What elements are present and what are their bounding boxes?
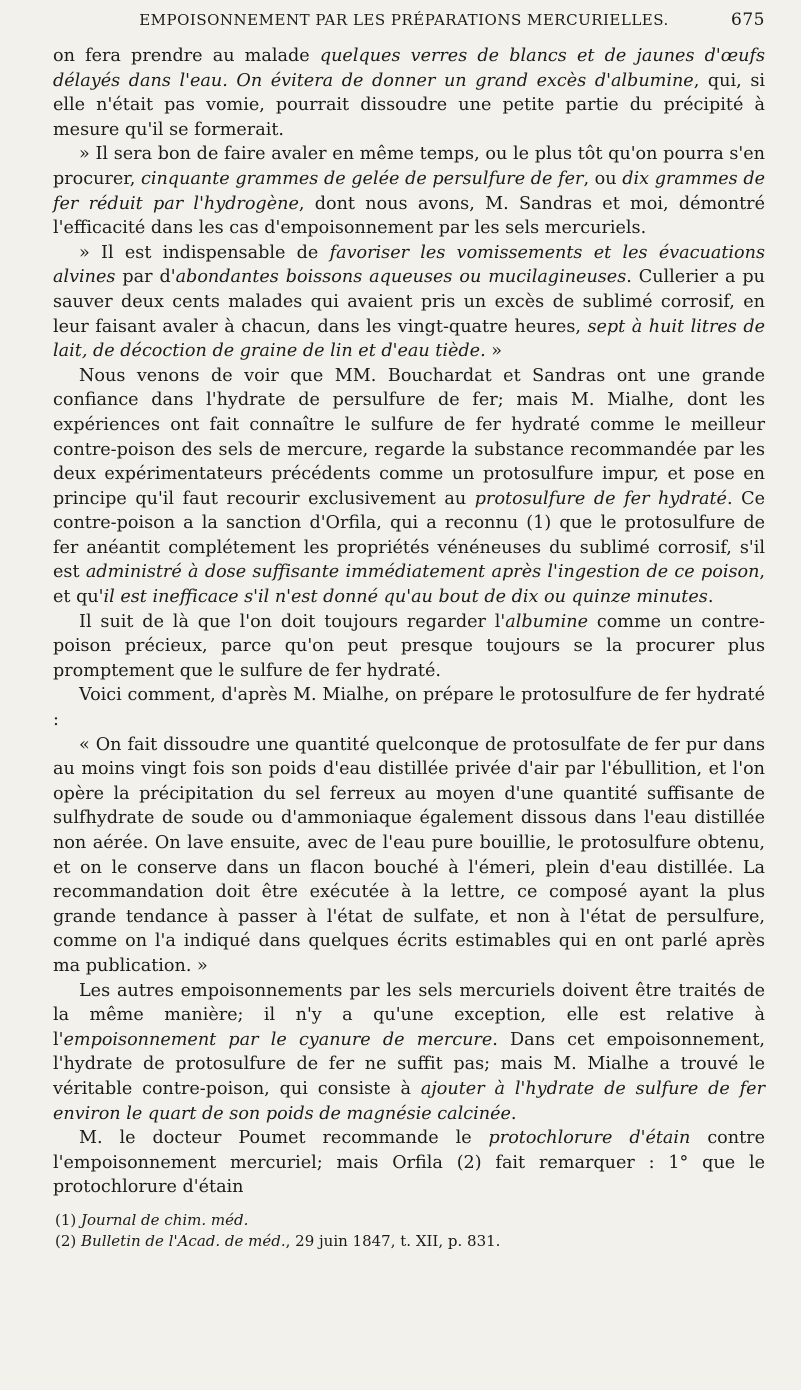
page-number: 675: [731, 10, 765, 30]
paragraph: Les autres empoisonnements par les sels mercuriels doivent être traités de la même manière; il n'y a qu'une exception, elle est relative à l'empoisonnement par le cyanure de mercure. Dans cet empoisonnement, l'hydrate de protosulfure de fer ne suffit pas; mais M. Mialhe a trouvé le véritable contre-poison, qui consiste à ajouter à l'hydrate de sulfure de fer environ le quart de son poids de magnésie calcinée.: [53, 980, 766, 1124]
running-title: EMPOISONNEMENT PAR LES PRÉPARATIONS MERCURIELLES.: [139, 11, 669, 29]
body-text: [53, 44, 765, 1200]
running-head: [53, 10, 765, 44]
paragraph: M. le docteur Poumet recommande le protochlorure d'étain contre l'empoisonnement mercuriel; mais Orfila (2) fait remarquer : 1° que le protochlorure d'étain: [53, 1128, 765, 1198]
paragraph: Il suit de là que l'on doit toujours regarder l'albumine comme un contre-poison précieux, parce qu'on peut presque toujours se la procurer plus promptement que le sulfure de fer hydraté.: [53, 611, 766, 681]
footnote-1: (1) Journal de chim. méd.: [55, 1210, 249, 1229]
paragraph: on fera prendre au malade quelques verres de blancs et de jaunes d'œufs délayés dans l'eau. On évitera de donner un grand excès d'albumine, qui, si elle n'était pas vomie, pourrait dissoudre une petite partie du précipité à mesure qu'il se formerait.: [53, 46, 766, 140]
paragraph: Voici comment, d'après M. Mialhe, on prépare le protosulfure de fer hydraté :: [53, 685, 765, 731]
footnote-2: (2) Bulletin de l'Acad. de méd., 29 juin 1847, t. XII, p. 831.: [55, 1231, 501, 1250]
paragraph-quote: « On fait dissoudre une quantité quelconque de protosulfate de fer pur dans au moins vingt fois son poids d'eau distillée privée d'air par l'ébullition, et l'on opère la précipitation du sel ferreux au moyen d'une quantité suffisante de sulfhydrate de soude ou d'ammoniaque également dissous dans l'eau distillée non aérée. On lave ensuite, avec de l'eau pure bouillie, le protosulfure obtenu, et on le conserve dans un flacon bouché à l'émeri, plein d'eau distillée. La recommandation doit être exécutée à la lettre, ce composé ayant la plus grande tendance à passer à l'état de sulfate, et non à l'état de persulfure, comme on l'a indiqué dans quelques écrits estimables qui en ont parlé après ma publication. »: [53, 734, 765, 976]
footnotes: [53, 1210, 765, 1252]
paragraph: Nous venons de voir que MM. Bouchardat et Sandras ont une grande confiance dans l'hydrate de persulfure de fer; mais M. Mialhe, dont les expériences ont fait connaître le sulfure de fer hydraté comme le meilleur contre-poison des sels de mercure, regarde la substance recommandée par les deux expérimentateurs précédents comme un protosulfure impur, et pose en principe qu'il faut recourir exclusivement au protosulfure de fer hydraté. Ce contre-poison a la sanction d'Orfila, qui a reconnu (1) que le protosulfure de fer anéantit complétement les propriétés vénéneuses du sublimé corrosif, s'il est administré à dose suffisante immédiatement après l'ingestion de ce poison, et qu'il est inefficace s'il n'est donné qu'au bout de dix ou quinze minutes.: [53, 365, 766, 608]
paragraph: » Il est indispensable de favoriser les vomissements et les évacuations alvines par d'abondantes boissons aqueuses ou mucilagineuses. Cullerier a pu sauver deux cents malades qui avaient pris un excès de sublimé corrosif, en leur faisant avaler à chacun, dans les vingt-quatre heures, sept à huit litres de lait, de décoction de graine de lin et d'eau tiède. »: [53, 242, 766, 362]
paragraph: » Il sera bon de faire avaler en même temps, ou le plus tôt qu'on pourra s'en procurer, cinquante grammes de gelée de persulfure de fer, ou dix grammes de fer réduit par l'hydrogène, dont nous avons, M. Sandras et moi, démontré l'efficacité dans les cas d'empoisonnement par les sels mercuriels.: [53, 144, 766, 239]
